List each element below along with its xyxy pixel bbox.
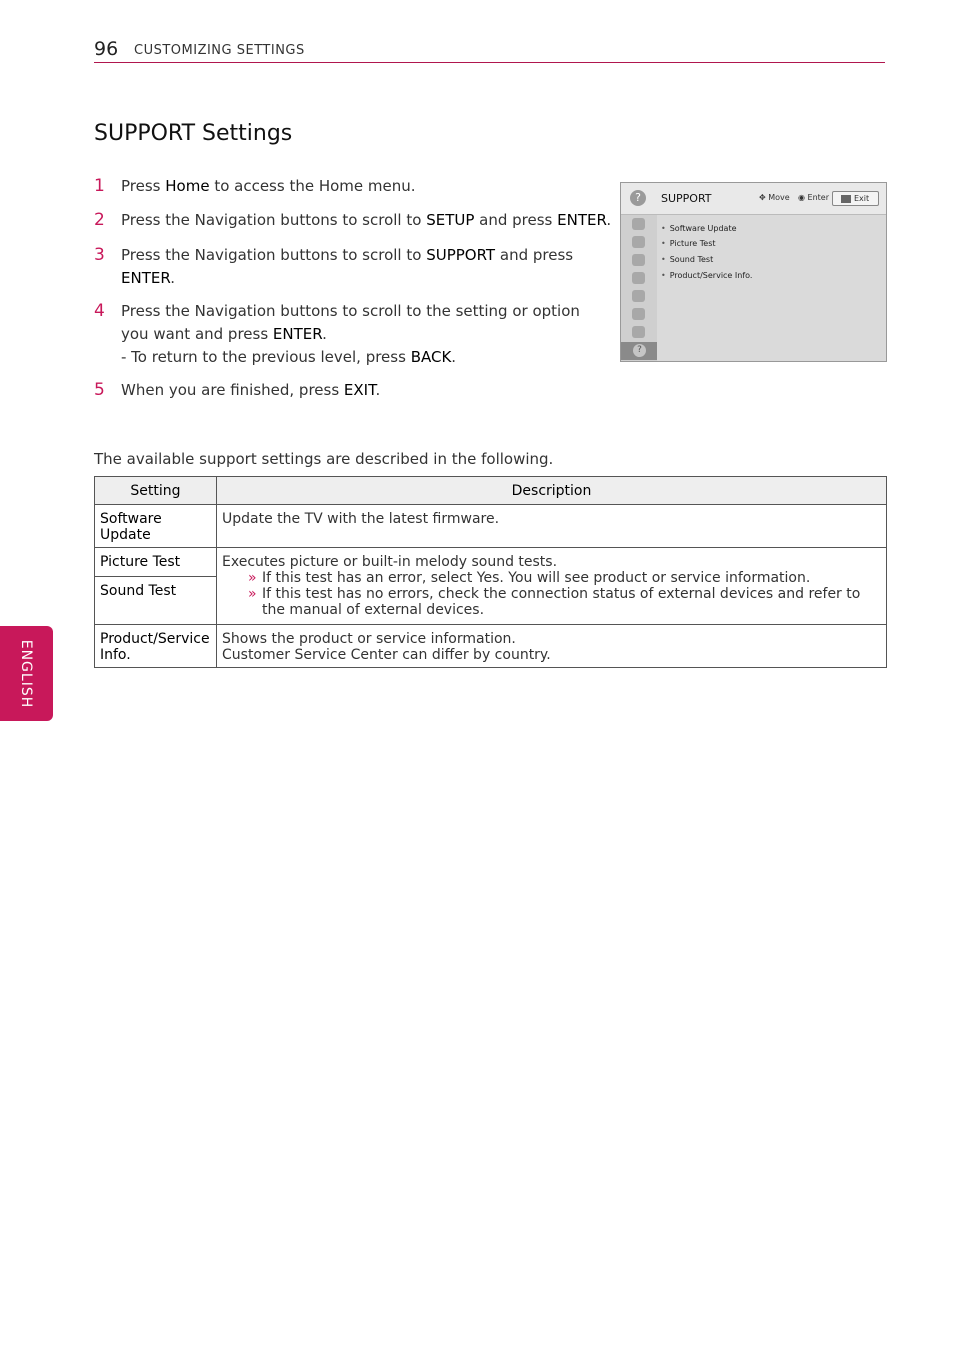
- table-intro: The available support settings are described in the following.: [94, 450, 554, 468]
- step-text: Press the Navigation buttons to scroll to: [121, 246, 427, 264]
- exit-button[interactable]: [832, 191, 879, 206]
- description-text: Shows the product or service information.: [222, 631, 516, 647]
- step-2: [94, 209, 614, 232]
- column-header: Description: [217, 477, 887, 505]
- button-name: BACK: [410, 348, 452, 366]
- button-name: ENTER: [121, 269, 171, 287]
- step-text: .: [170, 269, 176, 287]
- bullet-marker-icon: »: [248, 586, 257, 602]
- button-name: SUPPORT: [426, 246, 496, 264]
- bullet-item: [222, 570, 881, 586]
- step-number: 1: [94, 176, 105, 196]
- step-5: [94, 379, 614, 402]
- table-row: [95, 625, 887, 668]
- description-cell: Update the TV with the latest firmware.: [217, 505, 887, 548]
- tv-menu-item[interactable]: • Picture Test: [661, 239, 716, 248]
- exit-label: Exit: [854, 194, 870, 203]
- step-4: [94, 300, 609, 346]
- tv-menu-screenshot: [620, 182, 887, 362]
- picture-menu-icon[interactable]: [632, 218, 645, 230]
- table-row: [95, 505, 887, 548]
- button-name: ENTER: [557, 211, 607, 229]
- step-1: [94, 175, 614, 198]
- option-menu-icon[interactable]: [632, 308, 645, 320]
- move-icon: ✥: [759, 193, 766, 202]
- enter-icon: ◉: [798, 193, 805, 202]
- support-settings-table: [94, 476, 887, 668]
- setting-cell: Sound Test: [95, 577, 217, 625]
- support-icon: ?: [630, 190, 646, 206]
- page-number: 96: [94, 38, 119, 60]
- step-text: .: [606, 211, 612, 229]
- setting-cell: Software Update: [95, 505, 217, 548]
- step-text: and press: [474, 211, 558, 229]
- description-text: Customer Service Center can differ by country.: [222, 647, 551, 663]
- description-cell: [217, 548, 887, 625]
- step-text: Press: [121, 177, 166, 195]
- time-menu-icon[interactable]: [632, 272, 645, 284]
- header-divider: [94, 62, 885, 63]
- bullet-text: If this test has an error, select Yes. You will see product or service information.: [262, 570, 811, 586]
- step-number: 5: [94, 380, 105, 400]
- description-cell: [217, 625, 887, 668]
- note-text: .: [451, 348, 457, 366]
- tv-menu-item[interactable]: • Sound Test: [661, 255, 713, 264]
- move-label: Move: [768, 193, 790, 202]
- setting-cell: Picture Test: [95, 548, 217, 577]
- step-text: and press: [495, 246, 574, 264]
- page-title: SUPPORT Settings: [94, 121, 293, 146]
- support-menu-icon[interactable]: [621, 342, 657, 360]
- screen-menu-icon[interactable]: [632, 236, 645, 248]
- step-3: [94, 244, 574, 290]
- tv-menu-header: [621, 183, 886, 215]
- button-name: SETUP: [426, 211, 475, 229]
- button-name: ENTER: [272, 325, 323, 343]
- bullet-text: If this test has no errors, check the connection status of external devices and refer to the manual of external devices.: [262, 586, 861, 618]
- setup-menu-icon[interactable]: [632, 254, 645, 266]
- bullet-item: [222, 586, 881, 618]
- bullet-marker-icon: »: [248, 570, 257, 586]
- step-text: Press the Navigation buttons to scroll to: [121, 211, 427, 229]
- section-title: CUSTOMIZING SETTINGS: [134, 43, 305, 58]
- step-text: When you are finished, press: [121, 381, 344, 399]
- exit-key-icon: [841, 195, 851, 203]
- table-header-row: [95, 477, 887, 505]
- step-text: .: [322, 325, 327, 343]
- column-header: Setting: [95, 477, 217, 505]
- description-text: Executes picture or built-in melody sound tests.: [222, 554, 558, 570]
- setting-cell: Product/Service Info.: [95, 625, 217, 668]
- enter-label: Enter: [807, 193, 830, 202]
- tv-menu-title: SUPPORT: [661, 192, 712, 205]
- language-tab: [0, 626, 53, 721]
- question-icon: ?: [633, 344, 646, 357]
- move-hint: [759, 193, 790, 202]
- step-text: .: [375, 381, 381, 399]
- enter-hint: [798, 193, 829, 202]
- lock-menu-icon[interactable]: [632, 290, 645, 302]
- step-text: Press the Navigation buttons to scroll to the setting or option you want and press: [121, 302, 580, 343]
- language-label: ENGLISH: [18, 639, 34, 709]
- tv-menu-list: [657, 215, 886, 361]
- tv-menu-item[interactable]: • Software Update: [661, 224, 737, 233]
- input-menu-icon[interactable]: [632, 326, 645, 338]
- step-number: 2: [94, 210, 105, 230]
- step-number: 4: [94, 301, 105, 321]
- step-4-note: [121, 348, 456, 366]
- step-number: 3: [94, 245, 105, 265]
- note-text: - To return to the previous level, press: [121, 348, 411, 366]
- table-row: [95, 548, 887, 577]
- button-name: EXIT: [343, 381, 376, 399]
- tv-menu-item[interactable]: • Product/Service Info.: [661, 271, 752, 280]
- button-name: Home: [165, 177, 210, 195]
- step-text: to access the Home menu.: [209, 177, 416, 195]
- tv-menu-sidebar: [621, 215, 657, 361]
